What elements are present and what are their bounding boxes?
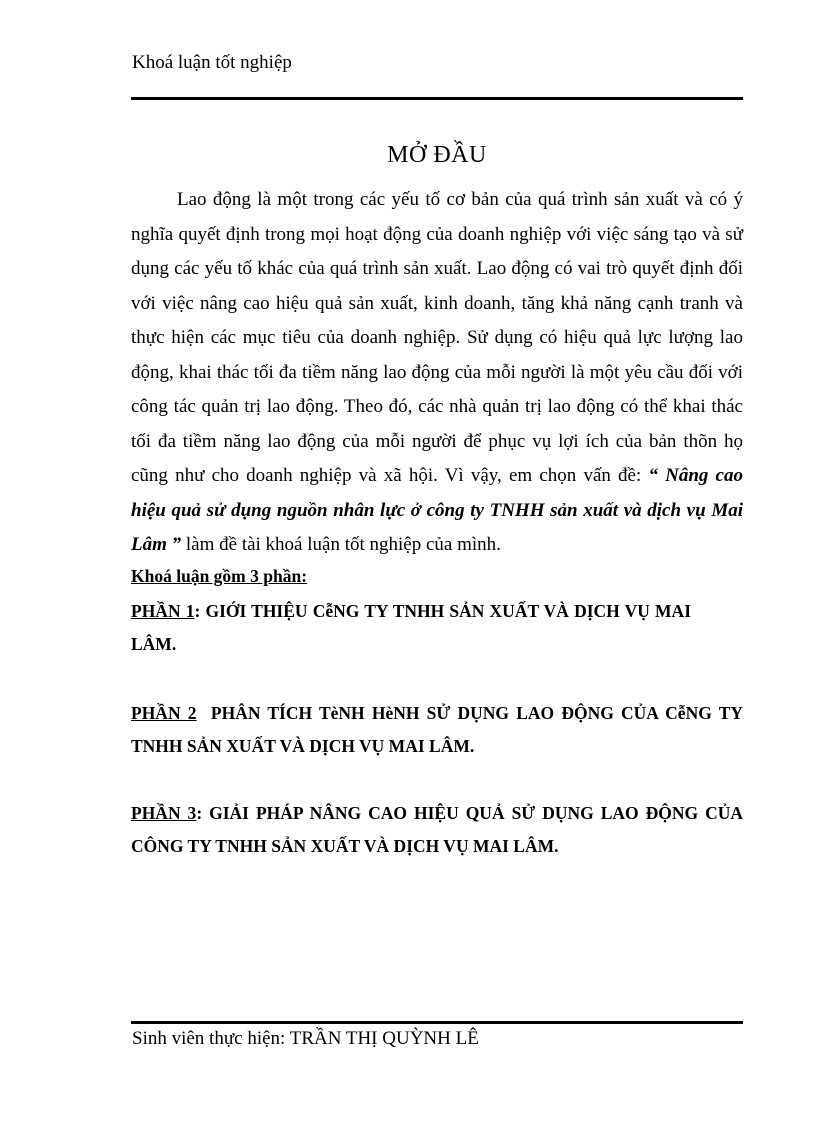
intro-text: Lao động là một trong các yếu tố cơ bản của quá trình sản xuất và có ý nghĩa quyết định trong mọi hoạt động của doanh nghiệp với việc sáng tạo và sử dụng các yếu tố khác của quá trình sản xuất. Lao động có vai trò quyết định đối với việc nâng cao hiệu quả sản xuất, kinh doanh, tăng khả năng cạnh tranh và thực hiện các mục tiêu của doanh nghiệp. Sử dụng có hiệu quả lực lượng lao động, khai thác tối đa tiềm năng lao động của mỗi người là một yêu cầu đối với công tác quản trị lao động. Theo đó, các nhà quản trị lao động có thể khai thác tối đa tiềm năng lao động của mỗi người để phục vụ lợi ích của bản thõn họ cũng như cho doanh nghiệp và xã hội. Vì vậy, em chọn vấn đề: bbox=[131, 189, 743, 486]
part-1-text: : GIỚI THIỆU CễNG TY TNHH SẢN XUẤT VÀ DỊCH VỤ MAI LÂM. bbox=[131, 601, 692, 654]
page-title: MỞ ĐẦU bbox=[387, 142, 487, 168]
parts-heading: Khoá luận gồm 3 phần: bbox=[131, 566, 308, 586]
footer-divider bbox=[131, 1021, 743, 1024]
page-footer: Sinh viên thực hiện: TRẦN THỊ QUỲNH LÊ bbox=[132, 1028, 479, 1049]
intro-text-end: làm đề tài khoá luận tốt nghiệp của mình. bbox=[181, 534, 501, 555]
part-1-label: PHẦN 1 bbox=[131, 601, 195, 621]
part-2 bbox=[131, 697, 748, 763]
part-2-text: PHÂN TÍCH TèNH HèNH SỬ DỤNG LAO ĐỘNG CỦA CễNG TY TNHH SẢN XUẤT VÀ DỊCH VỤ MAI LÂM. bbox=[131, 703, 748, 756]
part-1 bbox=[131, 595, 691, 661]
part-3-text: : GIẢI PHÁP NÂNG CAO HIỆU QUẢ SỬ DỤNG LAO ĐỘNG CỦA CÔNG TY TNHH SẢN XUẤT VÀ DỊCH VỤ MAI LÂM. bbox=[131, 803, 744, 856]
intro-paragraph bbox=[131, 183, 743, 563]
part-3-label: PHẦN 3 bbox=[131, 803, 197, 823]
header-divider bbox=[131, 97, 743, 100]
part-2-label: PHẦN 2 bbox=[131, 703, 197, 723]
page-header: Khoá luận tốt nghiệp bbox=[132, 52, 292, 73]
thesis-topic: “ Nâng cao hiệu quả sử dụng nguồn nhân lực ở công ty TNHH sản xuất và dịch vụ Mai Lâm ” bbox=[131, 465, 743, 555]
part-3 bbox=[131, 797, 743, 863]
